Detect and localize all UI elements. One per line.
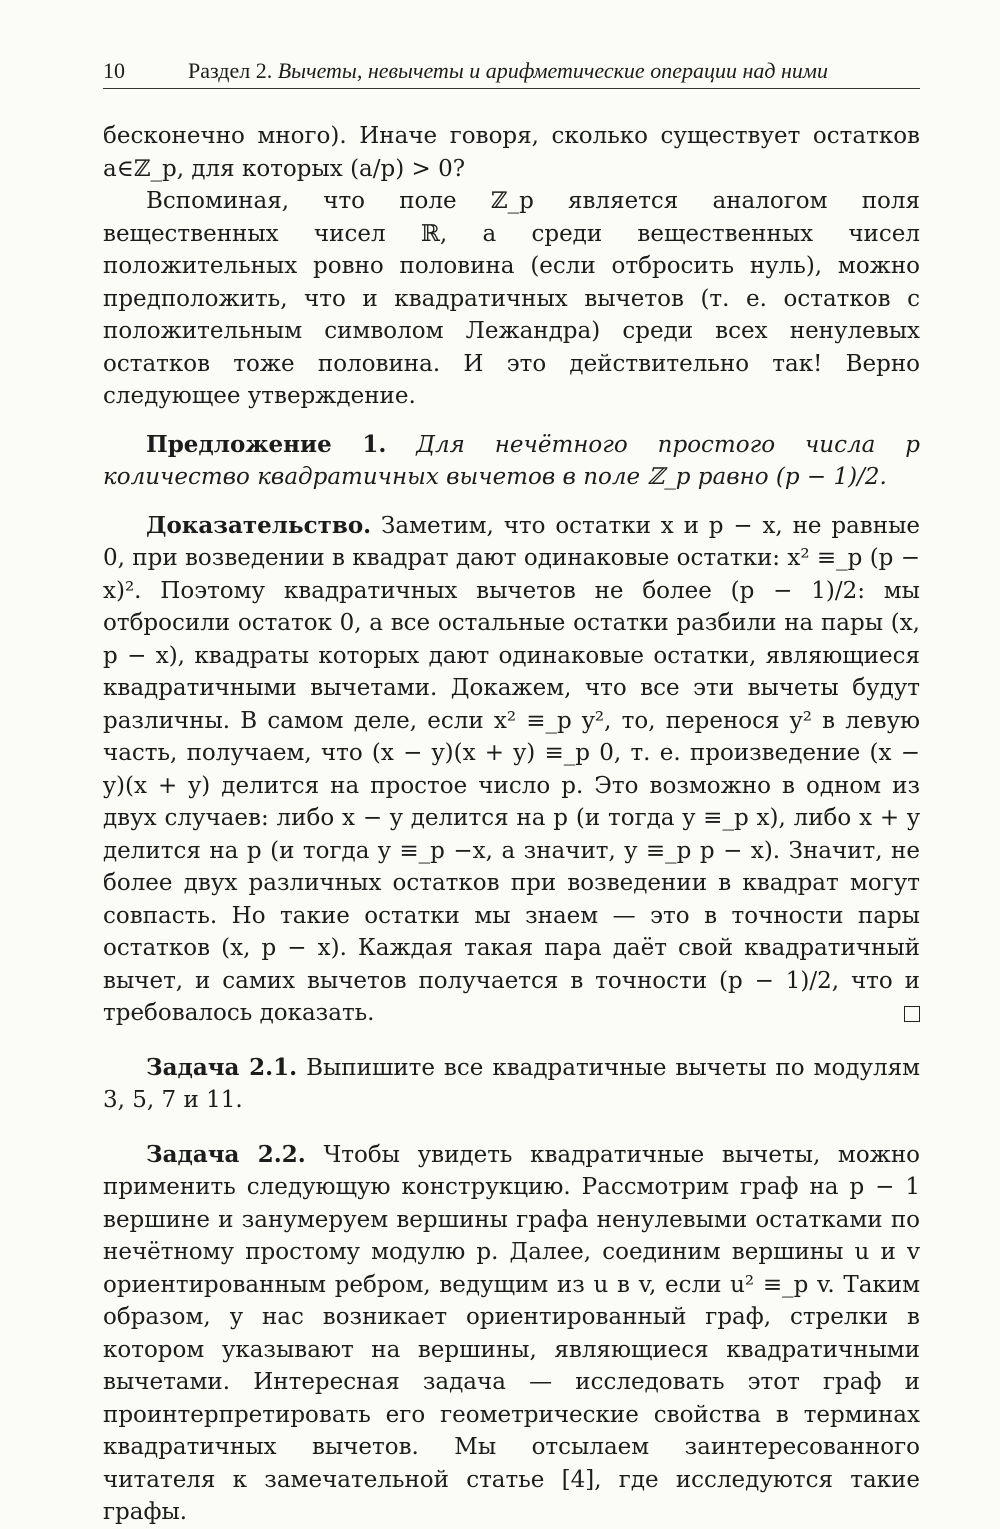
page-body [103,120,920,1529]
proposition-text: Для нечётного простого числа p количество квадратичных вычетов в поле ℤ_p равно (p − 1)/2. [103,431,920,490]
task-2-2 [103,1139,920,1529]
task-2-2-label: Задача 2.2. [146,1140,306,1168]
proposition-label: Предложение 1. [146,430,387,458]
header-chapter-title: Вычеты, невычеты и арифметические операции над ними [277,58,828,83]
proof [103,510,920,1030]
task-2-1-text: Выпишите все квадратичные вычеты по модулям 3, 5, 7 и 11. [103,1054,920,1113]
page-number: 10 [103,58,125,83]
header-section: Раздел 2. [188,58,273,83]
proposition [103,429,920,494]
proof-text: Заметим, что остатки x и p − x, не равные 0, при возведении в квадрат дают одинаковые остатки: x² ≡_p (p − x)². Поэтому квадратичных вычетов не более (p − 1)/2: мы отбросили остаток 0, а все остальные остатки разбили на пары (x, p − x), квадраты которых дают одинаковые остатки, являющиеся квадратичными вычетами. Докажем, что все эти вычеты будут различны. В самом деле, если x² ≡_p y², то, перенося y² в левую часть, получаем, что (x − y)(x + y) ≡_p 0, т. е. произведение (x − y)(x + y) делится на простое число p. Это возможно в одном из двух случаев: либо x − y делится на p (и тогда y ≡_p x), либо x + y делится на p (и тогда y ≡_p −x, а значит, y ≡_p p − x). Значит, не более двух различных остатков при возведении в квадрат могут совпасть. Но такие остатки мы знаем — это в точности пары остатков (x, p − x). Каждая такая пара даёт свой квадратичный вычет, и самих вычетов получается в точности (p − 1)/2, что и требовалось доказать. [103,512,921,1026]
paragraph-continuation: бесконечно много). Иначе говоря, сколько существует остатков a∈ℤ_p, для которых (a/p) > 0? [103,123,920,182]
task-2-2-text: Чтобы увидеть квадратичные вычеты, можно применить следующую конструкцию. Рассмотрим граф на p − 1 вершине и занумеруем вершины графа ненулевыми остатками по нечётному простому модулю p. Далее, соединим вершины u и v ориентированным ребром, ведущим из u в v, если u² ≡_p v. Таким образом, у нас возникает ориентированный граф, стрелки в котором указывают на вершины, являющиеся квадратичными вычетами. Интересная задача — исследовать этот граф и проинтерпретировать его геометрические свойства в терминах квадратичных вычетов. Мы отсылаем заинтересованного читателя к замечательной статье [4], где исследуются такие графы. [103,1141,921,1525]
task-2-1 [103,1052,920,1117]
running-header [103,56,920,89]
task-2-1-label: Задача 2.1. [146,1053,298,1081]
paragraph-analogy: Вспоминая, что поле ℤ_p является аналогом поля вещественных чисел ℝ, а среди вещественных чисел положительных ровно половина (если отбросить нуль), можно предположить, что и квадратичных вычетов (т. е. остатков с положительным символом Лежандра) среди всех ненулевых остатков тоже половина. И это действительно так! Верно следующее утверждение. [103,188,920,409]
proof-label: Доказательство. [146,511,372,539]
qed-square-icon [904,1006,920,1022]
header-title [188,56,828,86]
